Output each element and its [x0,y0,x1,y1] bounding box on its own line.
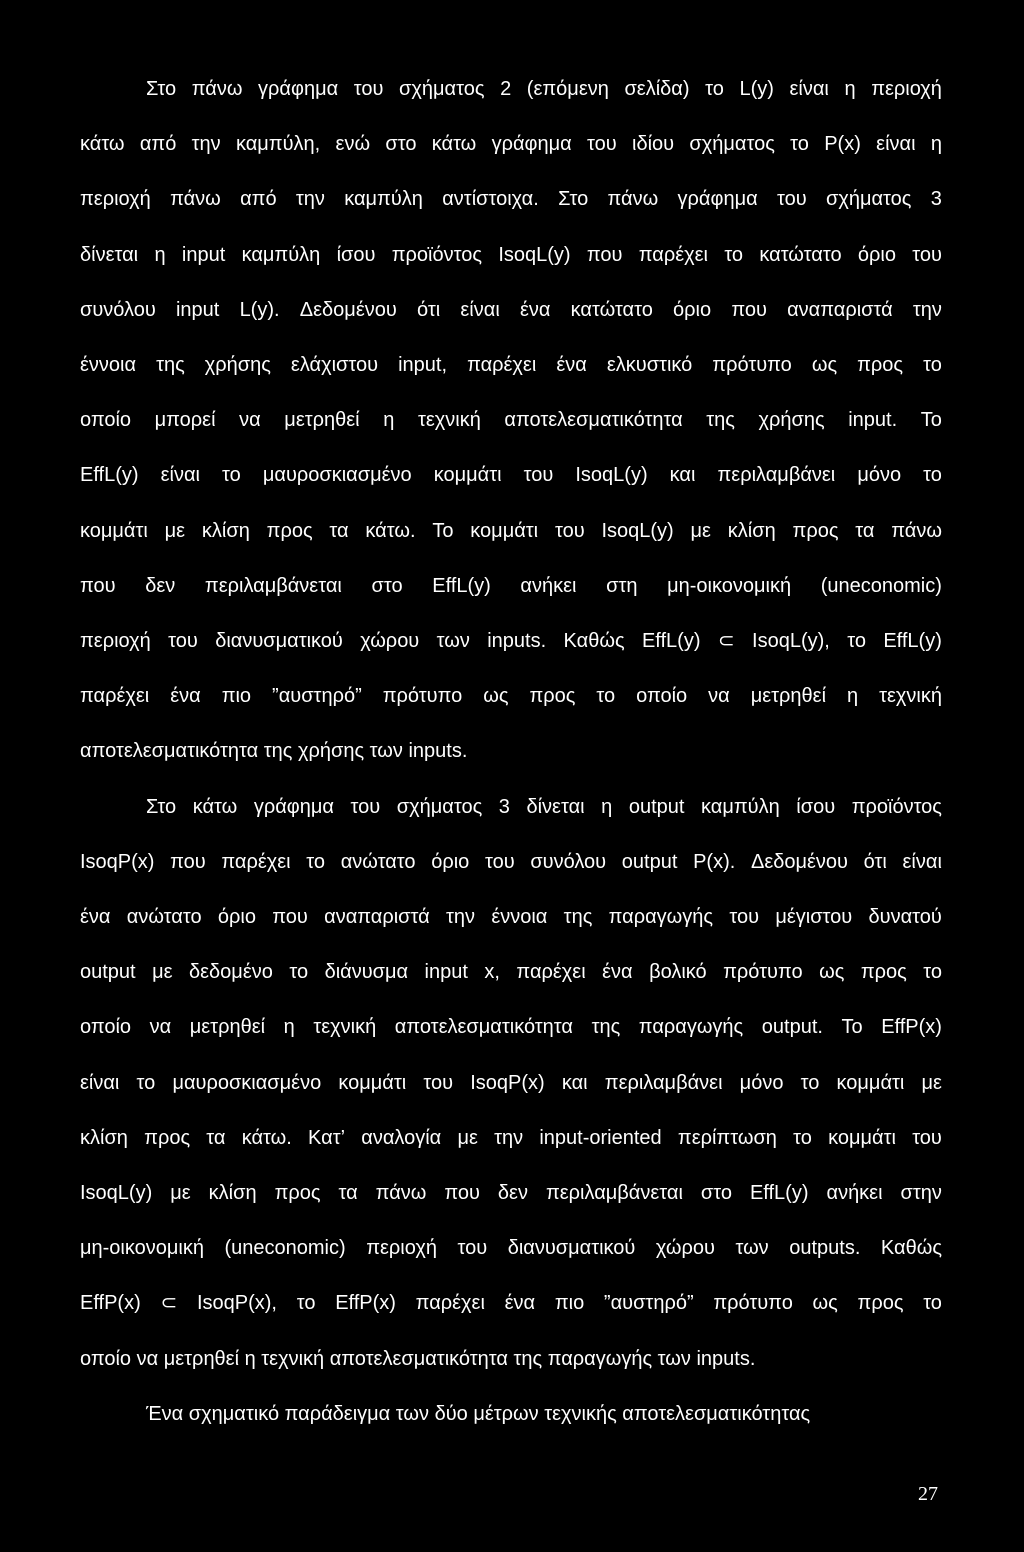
text-line: EffL(y) είναι το μαυροσκιασμένο κομμάτι του IsoqL(y) και περιλαμβάνει μόνο το [80,464,942,487]
text-line: παρέχει ένα πιο ”αυστηρό” πρότυπο ως προς το οποίο να μετρηθεί η τεχνική [80,685,942,708]
text-line: κομμάτι με κλίση προς τα κάτω. Το κομμάτι του IsoqL(y) με κλίση προς τα πάνω [80,519,942,542]
text-line: IsoqL(y) με κλίση προς τα πάνω που δεν περιλαμβάνεται στο EffL(y) ανήκει στην [80,1182,942,1204]
text-line: Ένα σχηματικό παράδειγμα των δύο μέτρων τεχνικής αποτελεσματικότητας [146,1402,811,1425]
text-line: περιοχή πάνω από την καμπύλη αντίστοιχα. Στο πάνω γράφημα του σχήματος 3 [80,188,942,211]
text-line: EffP(x) ⊂ IsoqP(x), το EffP(x) παρέχει ένα πιο ”αυστηρό” πρότυπο ως προς το [80,1292,942,1315]
text-line: κλίση προς τα κάτω. Κατ’ αναλογία με την input-oriented περίπτωση το κομμάτι του [80,1126,942,1149]
text-line: οποίο να μετρηθεί η τεχνική αποτελεσματικότητα της παραγωγής των inputs. [80,1347,756,1370]
text-line: output με δεδομένο το διάνυσμα input x, παρέχει ένα βολικό πρότυπο ως προς το [80,961,942,984]
text-line: έννοια της χρήσης ελάχιστου input, παρέχει ένα ελκυστικό πρότυπο ως προς το [80,354,942,376]
text-line: μη-οικονομική (uneconomic) περιοχή του διανυσματικού χώρου των outputs. Καθώς [80,1237,942,1260]
text-line: που δεν περιλαμβάνεται στο EffL(y) ανήκει στη μη-οικονομική (uneconomic) [80,574,942,597]
text-line: αποτελεσματικότητα της χρήσης των inputs. [80,740,468,763]
text-line: οποίο μπορεί να μετρηθεί η τεχνική αποτελεσματικότητα της χρήσης input. Το [80,409,942,432]
text-line: δίνεται η input καμπύλη ίσου προϊόντος IsoqL(y) που παρέχει το κατώτατο όριο του [80,243,942,266]
text-line: συνόλου input L(y). Δεδομένου ότι είναι ένα κατώτατο όριο που αναπαριστά την [80,298,942,321]
text-line: περιοχή του διανυσματικού χώρου των inputs. Καθώς EffL(y) ⊂ IsoqL(y), το EffL(y) [80,630,942,652]
text-line: IsoqP(x) που παρέχει το ανώτατο όριο του συνόλου output P(x). Δεδομένου ότι είναι [80,850,942,873]
text-line: Στο κάτω γράφημα του σχήματος 3 δίνεται η output καμπύλη ίσου προϊόντος [146,795,942,818]
page-number: 27 [918,1483,938,1505]
text-line: Στο πάνω γράφημα του σχήματος 2 (επόμενη σελίδα) το L(y) είναι η περιοχή [146,78,942,100]
text-line: κάτω από την καμπύλη, ενώ στο κάτω γράφημα του ιδίου σχήματος το P(x) είναι η [80,133,942,156]
text-line: οποίο να μετρηθεί η τεχνική αποτελεσματικότητα της παραγωγής output. Το EffP(x) [80,1016,942,1039]
text-line: ένα ανώτατο όριο που αναπαριστά την έννοια της παραγωγής του μέγιστου δυνατού [80,906,942,928]
text-line: είναι το μαυροσκιασμένο κομμάτι του IsoqP(x) και περιλαμβάνει μόνο το κομμάτι με [80,1071,942,1094]
